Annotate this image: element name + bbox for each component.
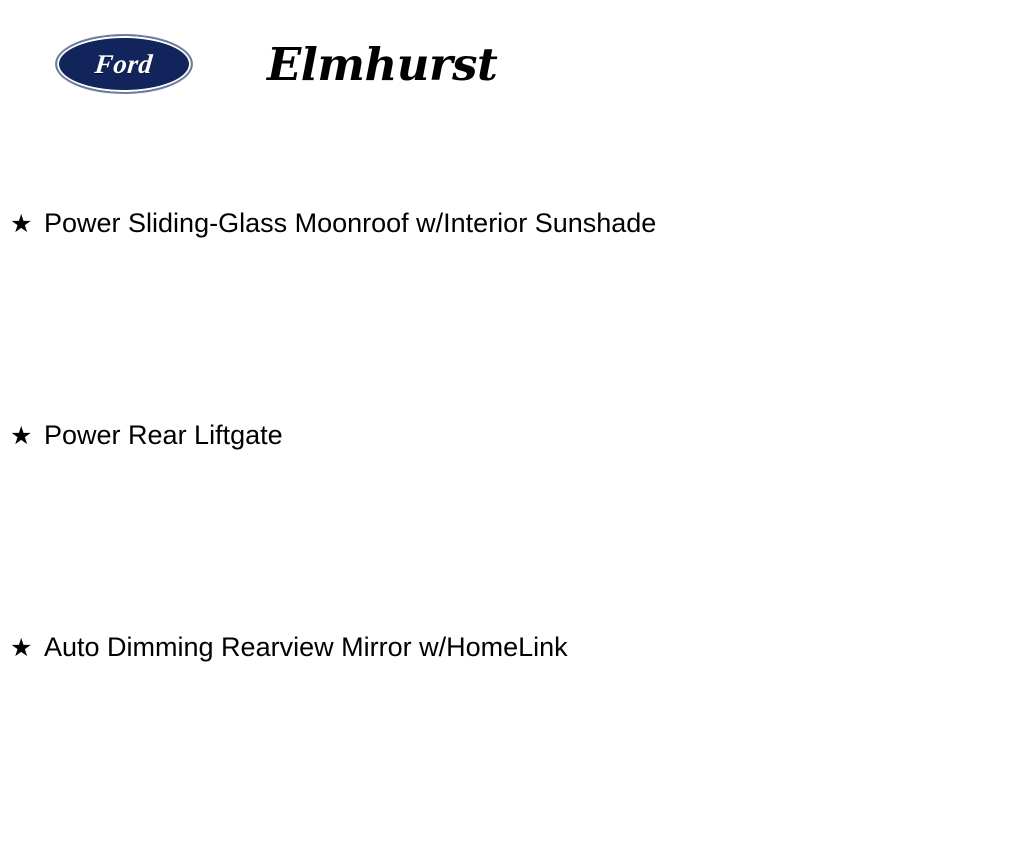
feature-list: [10, 210, 1010, 846]
feature-label: Auto Dimming Rearview Mirror w/HomeLink: [44, 632, 568, 662]
ford-logo-icon: [55, 34, 193, 94]
list-item: [10, 634, 1010, 846]
ford-logo-text: Ford: [93, 48, 155, 79]
list-item: [10, 210, 1010, 422]
list-item: [10, 422, 1010, 634]
feature-label: Power Rear Liftgate: [44, 420, 283, 450]
brand-header: [55, 34, 497, 94]
star-bullet-icon: ★: [10, 634, 33, 662]
star-bullet-icon: ★: [10, 422, 33, 450]
dealer-name: Elmhurst: [267, 37, 498, 91]
feature-label: Power Sliding-Glass Moonroof w/Interior Sunshade: [44, 208, 657, 238]
star-bullet-icon: ★: [10, 210, 33, 238]
